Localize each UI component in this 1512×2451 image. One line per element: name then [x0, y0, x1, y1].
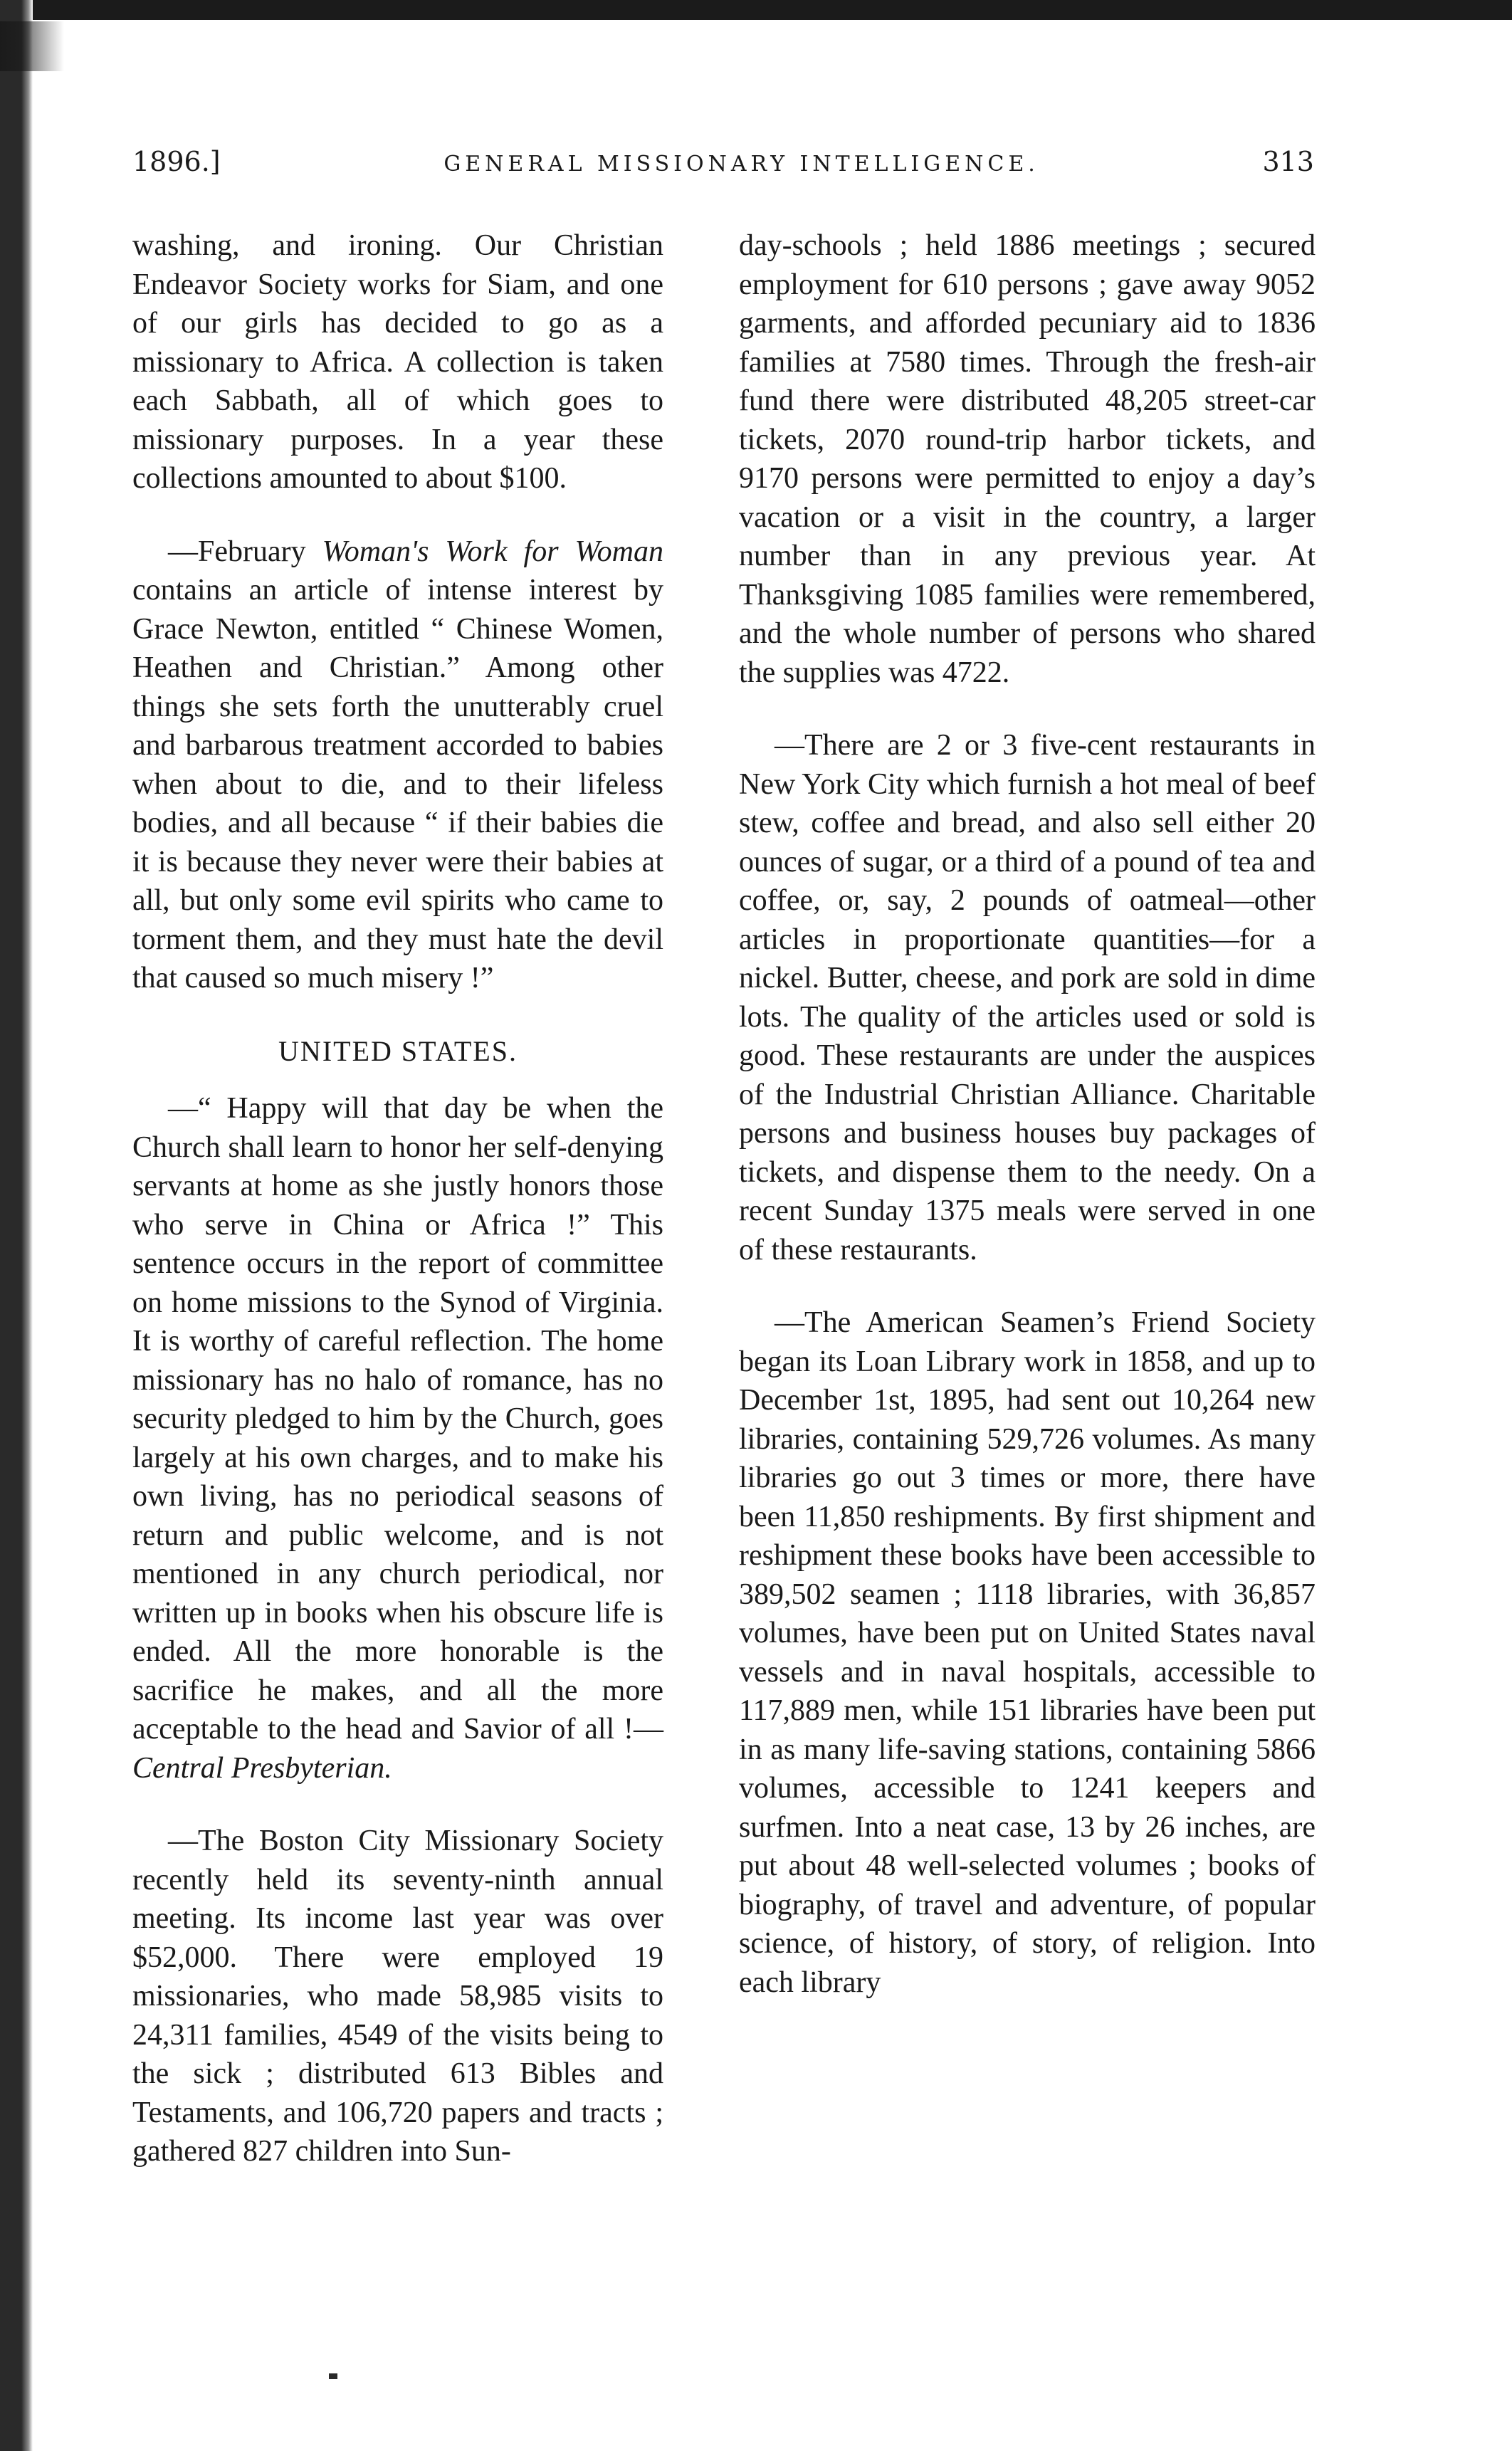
paragraph-seamens-society: —The American Seamen’s Friend Society began its Loan Library work in 1858, and up to December 1st, 1895, had sent out 10,264 new libraries, containing 529,726 volumes. As many libraries go out 3 times or more, there have been 11,850 reshipments. By first shipment and reshipment these books have been accessible to 389,502 seamen ; 1118 libraries, with 36,857 volumes, have been put on United States naval vessels and in naval hospitals, accessible to 117,889 men, while 151 libraries have been put in as many life-saving stations, containing 5866 volumes, accessible to 1241 keepers and surfmen. Into a neat case, 13 by 26 inches, are put about 48 well-selected volumes ; books of biography, of travel and adventure, of popular science, of history, of story, of religion. Into each library [739, 1306, 1316, 1999]
header-year: 1896.] [132, 146, 221, 177]
section-heading: UNITED STATES. [278, 1034, 518, 1067]
scan-corner-mark [0, 21, 64, 71]
paragraph-restaurants: —There are 2 or 3 five-cent restaurants in New York City which furnish a hot meal of beef stew, coffee and bread, and also sell either 20 ounces of sugar, or a third of a pound of tea and coffee, or, say, 2 pounds of oatmeal—other articles in proportionate quantities—for a nickel. Butter, cheese, and pork are sold in dime lots. The quality of the articles used or sold is good. These restaurants are under the auspices of the Industrial Christian Alliance. Charitable persons and business houses buy packages of tickets, and dispense them to the needy. On a recent Sunday 1375 meals were served in one of these restaurants. [739, 729, 1316, 1266]
right-column [739, 226, 1316, 2036]
paragraph-continued: washing, and ironing. Our Christian Endeavor Society works for Siam, and one of our girls has decided to go as a missionary to Africa. A collection is taken each Sabbath, all of which goes to missionary purposes. In a year these collections amounted to about $100. [132, 229, 663, 495]
source-citation: Central Presbyterian. [132, 1751, 392, 1785]
scan-speck [329, 2373, 337, 2379]
page-number: 313 [1262, 146, 1314, 177]
running-head [132, 146, 1314, 189]
scan-top-border [0, 0, 1512, 20]
paragraph-home-missions [132, 1089, 663, 1788]
left-column [132, 226, 663, 2205]
paragraph-text: —February [168, 535, 322, 568]
paragraph-boston-society: —The Boston City Missionary Society recently held its seventy-ninth annual meeting. Its income last year was over $52,000. There were employed 19 missionaries, who made 58,985 visits to 24,311 families, 4549 of the visits being to the sick ; distributed 613 Bibles and Testaments, and 106,720 papers and tracts ; gathered 827 children into Sun- [132, 1825, 663, 2168]
scan-left-border [0, 0, 33, 2451]
publication-title: Woman's Work for Woman [322, 535, 663, 568]
header-title: GENERAL MISSIONARY INTELLIGENCE. [443, 152, 1039, 177]
paragraph-continued: day-schools ; held 1886 meetings ; secured employment for 610 persons ; gave away 9052 garments, and afforded pecuniary aid to 1836 families at 7580 times. Through the fresh-air fund there were distributed 48,205 street-car tickets, 2070 round-trip harbor tickets, and 9170 persons were permitted to enjoy a day’s vacation or a visit in the country, a larger number than in any previous year. At Thanksgiving 1085 families were remembered, and the whole number of persons who shared the supplies was 4722. [739, 229, 1316, 689]
paragraph-text: contains an article of intense interest by Grace Newton, entitled “ Chinese Women, Heathen and Christian.” Among other things she sets forth the unutterably cruel and barbarous treatment accorded to babies when about to die, and to their lifeless bodies, and all because “ if their babies die it is because they never were their babies at all, but only some evil spirits who came to torment them, and they must hate the devil that caused so much misery !” [132, 574, 663, 994]
paragraph-womans-work [132, 532, 663, 998]
paragraph-text: —“ Happy will that day be when the Church shall learn to honor her self-denying servants at home as she justly honors those who serve in China or Africa !” This sentence occurs in the report of committee on home missions to the Synod of Virginia. It is worthy of careful reflection. The home missionary has no halo of romance, has no security pledged to him by the Church, goes largely at his own charges, and to make his own living, has no periodical seasons of return and public welcome, and is not mentioned in any church periodical, nor written up in books when his obscure life is ended. All the more honorable is the sacrifice he makes, and all the more acceptable to the head and Savior of all !— [132, 1092, 663, 1746]
